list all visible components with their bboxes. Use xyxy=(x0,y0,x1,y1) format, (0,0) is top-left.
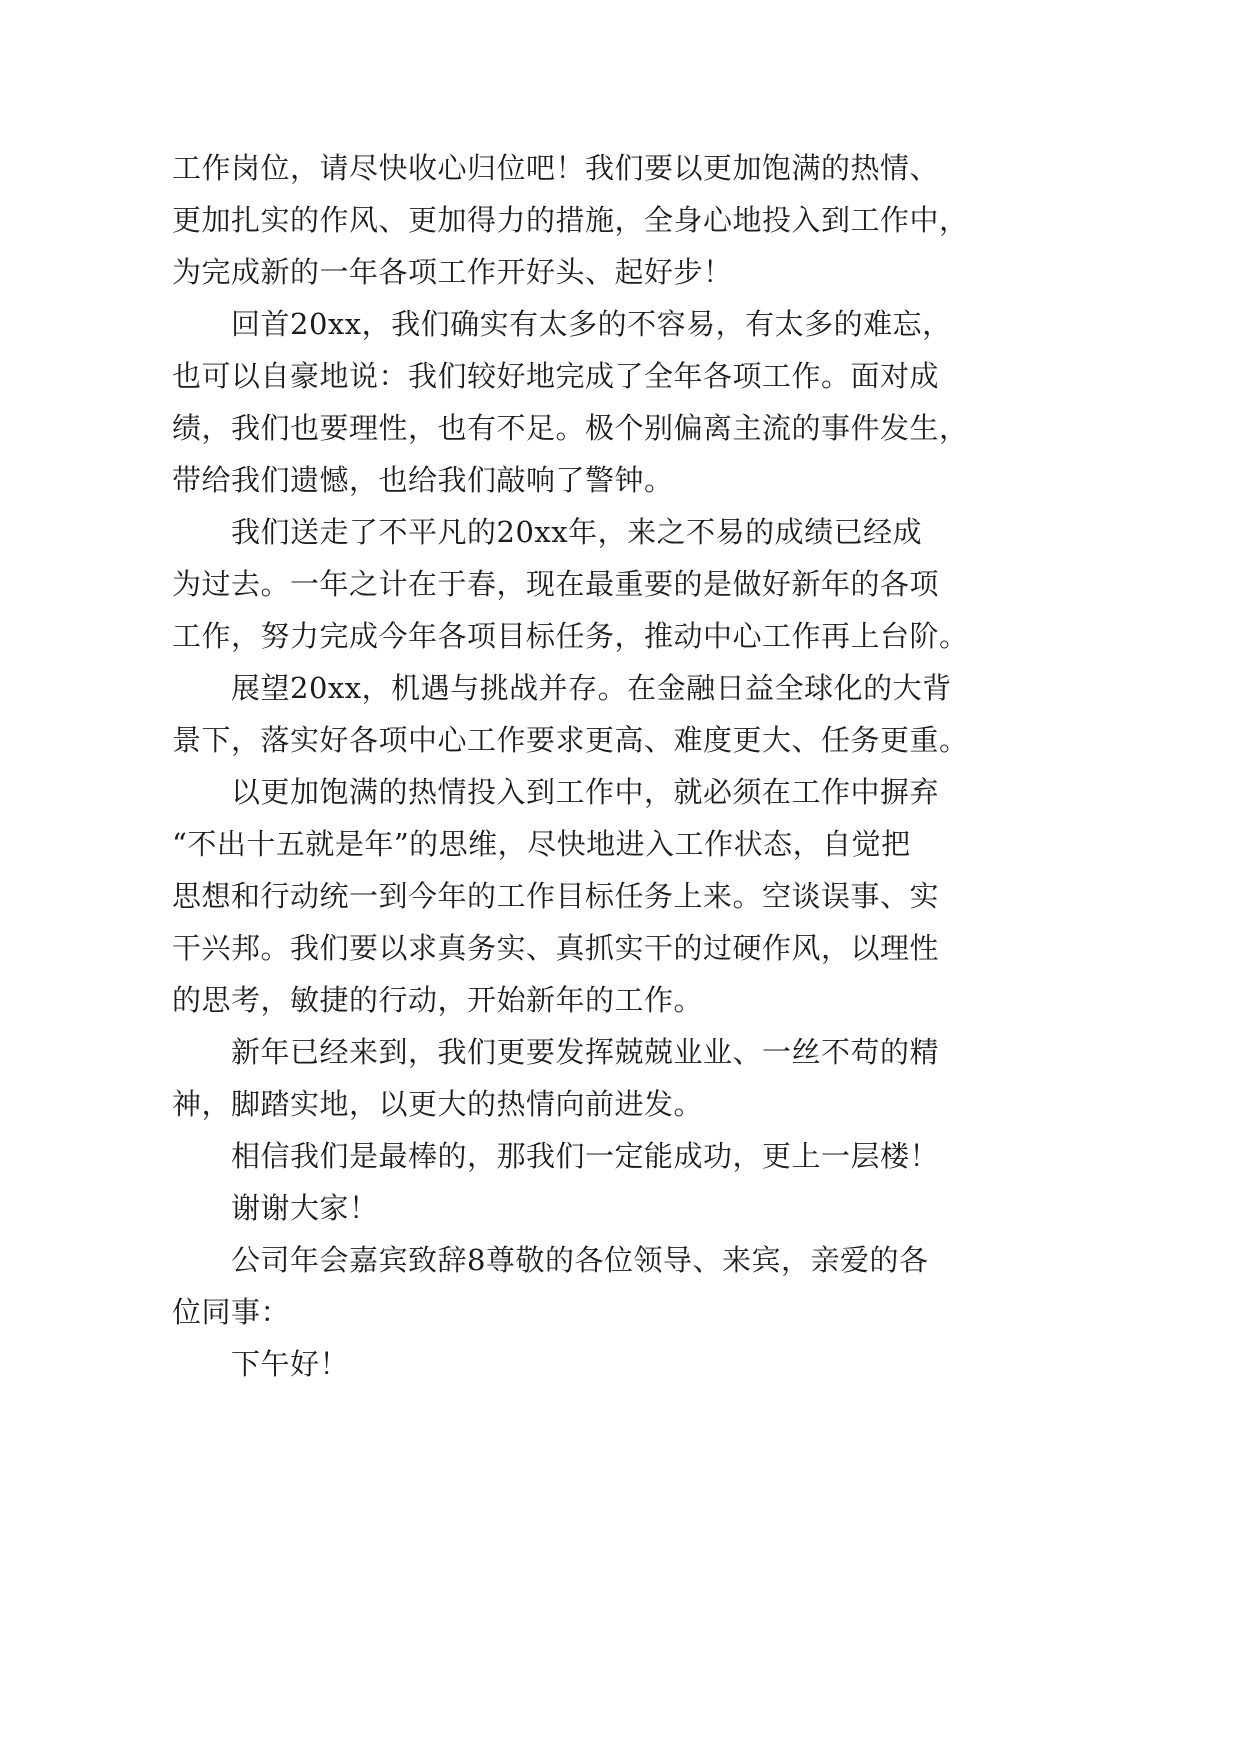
text-line: 思想和行动统一到今年的工作目标任务上来。空谈误事、实 xyxy=(172,879,940,913)
text-line: 相信我们是最棒的，那我们一定能成功，更上一层楼！ xyxy=(231,1139,940,1173)
text-line: 神，脚踏实地，以更大的热情向前进发。 xyxy=(172,1087,704,1121)
text-line: 景下，落实好各项中心工作要求更高、难度更大、任务更重。 xyxy=(172,723,969,757)
paragraph xyxy=(172,506,1072,662)
paragraph xyxy=(172,662,1072,766)
text-line: “不出十五就是年”的思维，尽快地进入工作状态，自觉把 xyxy=(172,827,911,861)
paragraph xyxy=(172,298,1072,506)
paragraph xyxy=(172,1182,1072,1234)
text-line: 为完成新的一年各项工作开好头、起好步！ xyxy=(172,255,733,289)
text-line: 工作岗位，请尽快收心归位吧！我们要以更加饱满的热情、 xyxy=(172,151,940,185)
paragraph xyxy=(172,142,1072,298)
text-line: 公司年会嘉宾致辞8尊敬的各位领导、来宾，亲爱的各 xyxy=(231,1243,929,1277)
text-line: 为过去。一年之计在于春，现在最重要的是做好新年的各项 xyxy=(172,567,940,601)
text-line: 新年已经来到，我们更要发挥兢兢业业、一丝不苟的精 xyxy=(231,1035,940,1069)
text-line: 以更加饱满的热情投入到工作中，就必须在工作中摒弃 xyxy=(231,775,940,809)
paragraph xyxy=(172,766,1072,1026)
paragraph xyxy=(172,1338,1072,1390)
text-line: 干兴邦。我们要以求真务实、真抓实干的过硬作风，以理性 xyxy=(172,931,940,965)
text-line: 工作，努力完成今年各项目标任务，推动中心工作再上台阶。 xyxy=(172,619,969,653)
text-line: 也可以自豪地说：我们较好地完成了全年各项工作。面对成 xyxy=(172,359,940,393)
document-body xyxy=(172,142,1072,1390)
text-line: 下午好！ xyxy=(231,1347,350,1381)
paragraph xyxy=(172,1026,1072,1130)
text-line: 绩，我们也要理性，也有不足。极个别偏离主流的事件发生， xyxy=(172,411,969,445)
text-line: 谢谢大家！ xyxy=(231,1191,379,1225)
text-line: 展望20xx，机遇与挑战并存。在金融日益全球化的大背 xyxy=(231,671,952,705)
paragraph xyxy=(172,1130,1072,1182)
text-line: 我们送走了不平凡的20xx年，来之不易的成绩已经成 xyxy=(231,515,923,549)
text-line: 的思考，敏捷的行动，开始新年的工作。 xyxy=(172,983,704,1017)
paragraph xyxy=(172,1234,1072,1338)
text-line: 带给我们遗憾，也给我们敲响了警钟。 xyxy=(172,463,674,497)
text-line: 更加扎实的作风、更加得力的措施，全身心地投入到工作中， xyxy=(172,203,969,237)
text-line: 位同事： xyxy=(172,1295,291,1329)
text-line: 回首20xx，我们确实有太多的不容易，有太多的难忘， xyxy=(231,307,952,341)
